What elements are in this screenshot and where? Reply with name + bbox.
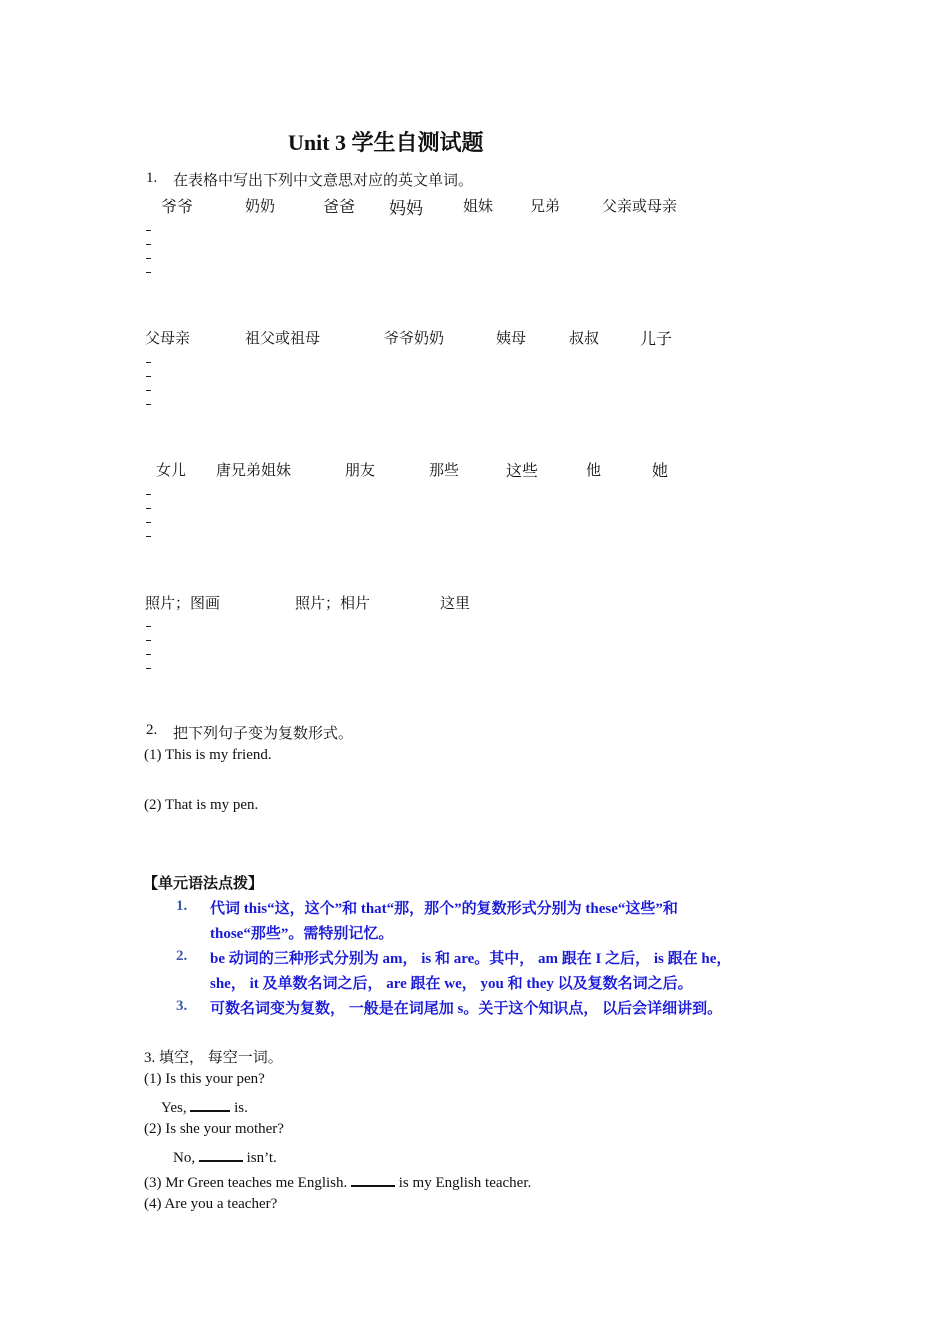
answer-line [146,376,151,377]
q1-number: 1. [146,170,158,186]
q3-text: (3) Mr Green teaches me English. [144,1175,352,1191]
word-cell: 那些 [429,461,460,479]
grammar-heading: 【单元语法点拨】 [143,876,264,892]
word-cell: 姨母 [496,329,527,347]
word-cell: 她 [652,461,669,480]
q3-answer-line [144,1171,531,1192]
word-cell: 妈妈 [389,199,423,219]
answer-line [146,654,151,655]
grammar-point-text: 可数名词变为复数， 一般是在词尾加 s。关于这个知识点， 以后会详细讲到。 [210,1001,723,1017]
answer-line [146,362,151,363]
answer-line [146,640,151,641]
word-cell: 这里 [440,594,471,612]
q3-answer-line [173,1146,277,1167]
q3-text: Yes, [161,1100,191,1116]
answer-line [146,244,151,245]
answer-line [146,494,151,495]
answer-line [146,508,151,509]
answer-line [146,522,151,523]
q3-item: (2) Is she your mother? [144,1121,284,1137]
word-cell: 他 [586,461,602,479]
word-cell: 父母亲 [145,329,191,347]
word-cell: 姐妹 [463,197,494,215]
word-cell: 叔叔 [569,329,600,347]
word-cell: 这些 [506,461,539,480]
answer-line [146,230,151,231]
q1-instruction: 在表格中写出下列中文意思对应的英文单词。 [173,171,474,189]
grammar-point-number: 2. [176,948,188,964]
word-cell: 照片；图画 [145,594,221,612]
q2-number: 2. [146,722,158,738]
word-cell: 爸爸 [323,197,356,216]
q3-item: (4) Are you a teacher? [144,1196,278,1212]
word-cell: 父亲或母亲 [602,197,678,215]
answer-line [146,626,151,627]
fill-blank[interactable] [199,1146,243,1162]
word-cell: 朋友 [345,461,376,479]
grammar-point-text: those“那些”。需特别记忆。 [210,926,394,942]
answer-line [146,272,151,273]
q3-heading: 3. 填空， 每空一词。 [144,1050,283,1066]
grammar-point-text: 代词 this“这，这个”和 that“那，那个”的复数形式分别为 these“这些”和 [210,901,678,917]
answer-line [146,536,151,537]
grammar-point-number: 1. [176,898,188,914]
q3-text: No, [173,1150,199,1166]
word-cell: 照片；相片 [295,594,371,612]
answer-line [146,390,151,391]
word-cell: 唐兄弟姐妹 [216,461,292,479]
q3-text: isn’t. [242,1150,277,1166]
answer-line [146,404,151,405]
word-cell: 爷爷 [161,197,194,216]
q3-text: is my English teacher. [395,1175,532,1191]
q3-text: is. [230,1100,248,1116]
grammar-point-text: be 动词的三种形式分别为 am， is 和 are。其中， am 跟在 I 之后， is 跟在 he， [210,951,732,967]
word-cell: 女儿 [156,461,187,479]
word-cell: 儿子 [640,329,673,348]
word-cell: 祖父或祖母 [245,329,321,347]
grammar-point-number: 3. [176,998,188,1014]
q3-item: (1) Is this your pen? [144,1071,265,1087]
q3-answer-line [161,1096,248,1117]
answer-line [146,668,151,669]
q2-item: (2) That is my pen. [144,797,259,813]
word-cell: 爷爷奶奶 [384,329,445,347]
page-title: Unit 3 学生自测试题 [288,130,484,155]
word-cell: 奶奶 [245,197,276,215]
q2-item: (1) This is my friend. [144,747,272,763]
word-cell: 兄弟 [530,197,561,215]
grammar-point-text: she， it 及单数名词之后， are 跟在 we， you 和 they 以及复数名词之后。 [210,976,693,992]
q2-instruction: 把下列句子变为复数形式。 [173,724,354,742]
fill-blank[interactable] [351,1171,395,1187]
answer-line [146,258,151,259]
fill-blank[interactable] [190,1096,230,1112]
